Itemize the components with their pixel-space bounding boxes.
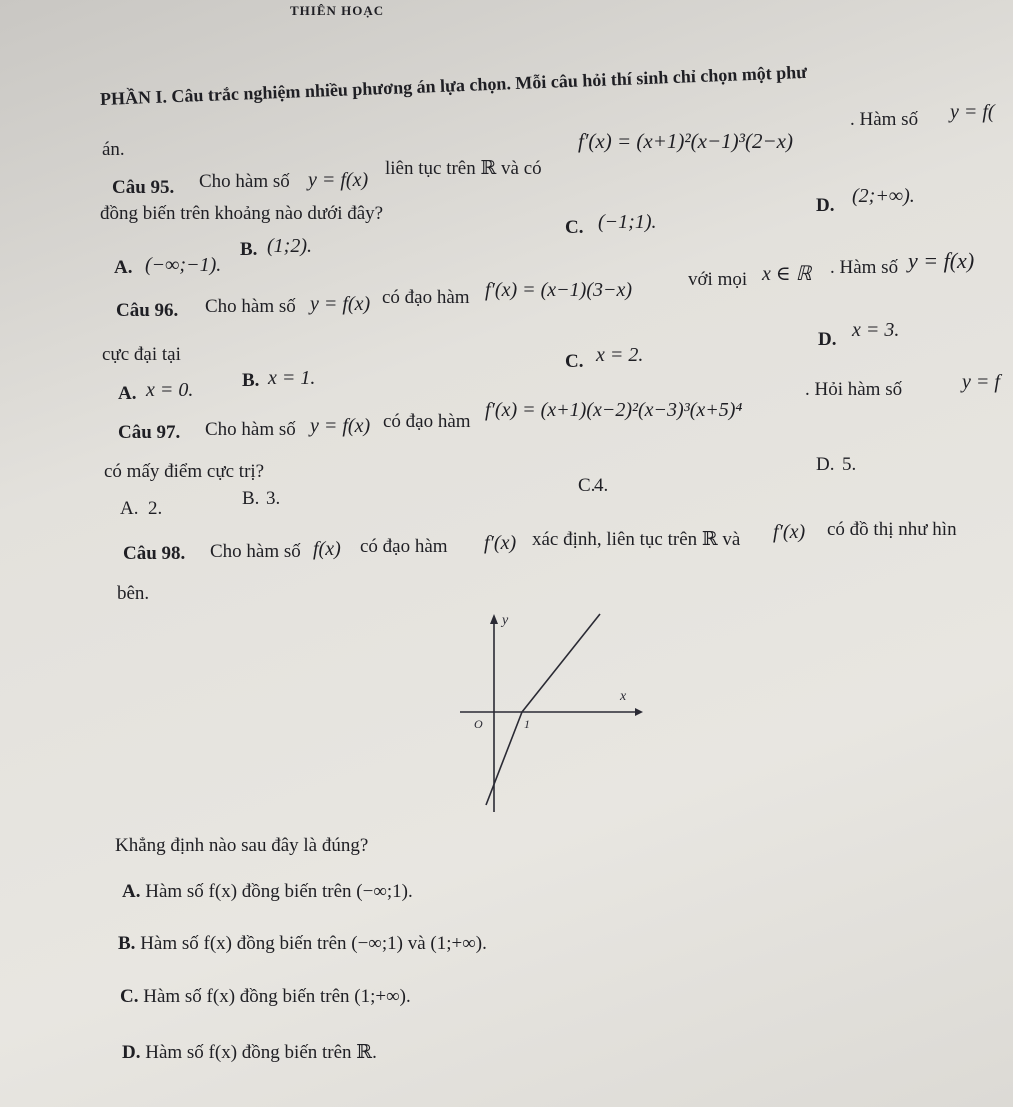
derivative-expression: f′(x) = (x+1)²(x−1)³(2−x) (578, 129, 793, 153)
function-expression: f(x) (313, 538, 341, 560)
option-letter: D. (816, 195, 835, 216)
question-text: có đạo hàm (382, 287, 470, 308)
x-axis-label: x (620, 689, 627, 704)
derivative-curve (522, 614, 600, 712)
option-letter: A. (118, 383, 137, 404)
function-expression: y = f(x) (908, 248, 975, 273)
question-label: Câu 97. (118, 422, 181, 443)
derivative-curve (486, 712, 522, 805)
y-axis-label: y (502, 613, 509, 628)
question-text: đồng biến trên khoảng nào dưới đây? (100, 203, 384, 224)
question-text: Cho hàm số (210, 541, 301, 562)
question-text: . Hàm số (830, 257, 899, 278)
prompt-text: Khẳng định nào sau đây là đúng? (115, 835, 369, 856)
x-axis-arrow (635, 708, 643, 716)
function-expression: y = f(x) (308, 169, 369, 191)
option-value[interactable]: x = 3. (852, 319, 900, 341)
question-text: có đạo hàm (360, 536, 448, 557)
option-letter: B. (118, 933, 136, 954)
answer-option-d[interactable] (122, 1043, 377, 1062)
derivative-expression: f′(x) = (x+1)(x−2)²(x−3)³(x+5)⁴ (485, 399, 743, 421)
question-text: bên. (117, 583, 150, 604)
derivative-expression: f′(x) (484, 532, 517, 554)
question-label: Câu 96. (116, 300, 179, 321)
option-letter: D. (818, 329, 837, 350)
option-letter: D. (816, 454, 835, 475)
question-label: Câu 95. (112, 177, 175, 198)
question-text: cực đại tại (102, 344, 181, 365)
option-value: Hàm số f(x) đồng biến trên (−∞;1) và (1;+∞). (140, 933, 487, 954)
option-letter: A. (120, 498, 139, 519)
option-value: Hàm số f(x) đồng biến trên ℝ. (145, 1042, 377, 1063)
option-value[interactable]: 2. (148, 498, 163, 519)
question-text: có mấy điểm cực trị? (104, 461, 265, 482)
answer-option-a[interactable] (122, 882, 413, 901)
option-value[interactable]: (−1;1). (598, 211, 657, 233)
page-header: THIÊN HOẠC (290, 3, 385, 18)
question-text: Cho hàm số (205, 296, 296, 317)
question-text: Cho hàm số (205, 419, 296, 440)
option-letter: A. (122, 881, 141, 902)
option-value: Hàm số f(x) đồng biến trên (1;+∞). (143, 986, 411, 1007)
question-prompt (115, 836, 368, 855)
origin-label: O (474, 717, 483, 731)
answer-option-c[interactable] (120, 987, 411, 1006)
part-title: PHẦN I. Câu trắc nghiệm nhiều phương án lựa chọn. Mỗi câu hỏi thí sinh chỉ chọn một phư (99, 61, 808, 109)
function-expression: y = f( (950, 101, 995, 123)
option-value[interactable]: x = 1. (268, 367, 316, 389)
option-value[interactable]: (1;2). (267, 235, 312, 257)
question-text: có đồ thị như hìn (827, 519, 957, 540)
derivative-expression: f′(x) = (x−1)(3−x) (485, 279, 633, 301)
option-letter: B. (242, 488, 260, 509)
option-value[interactable]: 3. (266, 488, 281, 509)
part-title-cont: án. (102, 139, 125, 160)
option-letter: D. (122, 1042, 141, 1063)
question-text: Cho hàm số (199, 171, 290, 192)
question-text: . Hàm số (850, 109, 919, 130)
option-value[interactable]: (2;+∞). (852, 185, 915, 207)
option-value[interactable]: 5. (842, 454, 857, 475)
question-text: liên tục trên ℝ và có (385, 158, 542, 179)
option-value[interactable]: 4. (594, 475, 609, 496)
option-letter: C. (120, 986, 139, 1007)
function-expression: y = f(x) (310, 415, 371, 437)
option-letter: C. (565, 217, 584, 238)
option-letter: C. (565, 351, 584, 372)
option-value[interactable]: (−∞;−1). (145, 254, 222, 276)
derivative-expression: f′(x) (773, 521, 806, 543)
option-letter: B. (242, 370, 260, 391)
question-text: với mọi (688, 269, 748, 290)
function-expression: y = f (962, 371, 1000, 393)
y-axis-arrow (490, 614, 498, 624)
derivative-graph (440, 600, 650, 820)
question-text: có đạo hàm (383, 411, 471, 432)
option-value[interactable]: x = 2. (596, 344, 644, 366)
function-expression: y = f(x) (310, 293, 371, 315)
tick-label: 1 (524, 717, 530, 731)
option-value: Hàm số f(x) đồng biến trên (−∞;1). (145, 881, 413, 902)
domain-expression: x ∈ ℝ (762, 263, 812, 285)
option-value[interactable]: x = 0. (146, 379, 194, 401)
question-text: . Hỏi hàm số (805, 379, 903, 400)
option-letter: C. (578, 475, 596, 496)
option-letter: A. (114, 257, 133, 278)
question-text: xác định, liên tục trên ℝ và (532, 529, 741, 550)
answer-option-b[interactable] (118, 934, 487, 953)
option-letter: B. (240, 239, 258, 260)
question-label: Câu 98. (123, 543, 186, 564)
